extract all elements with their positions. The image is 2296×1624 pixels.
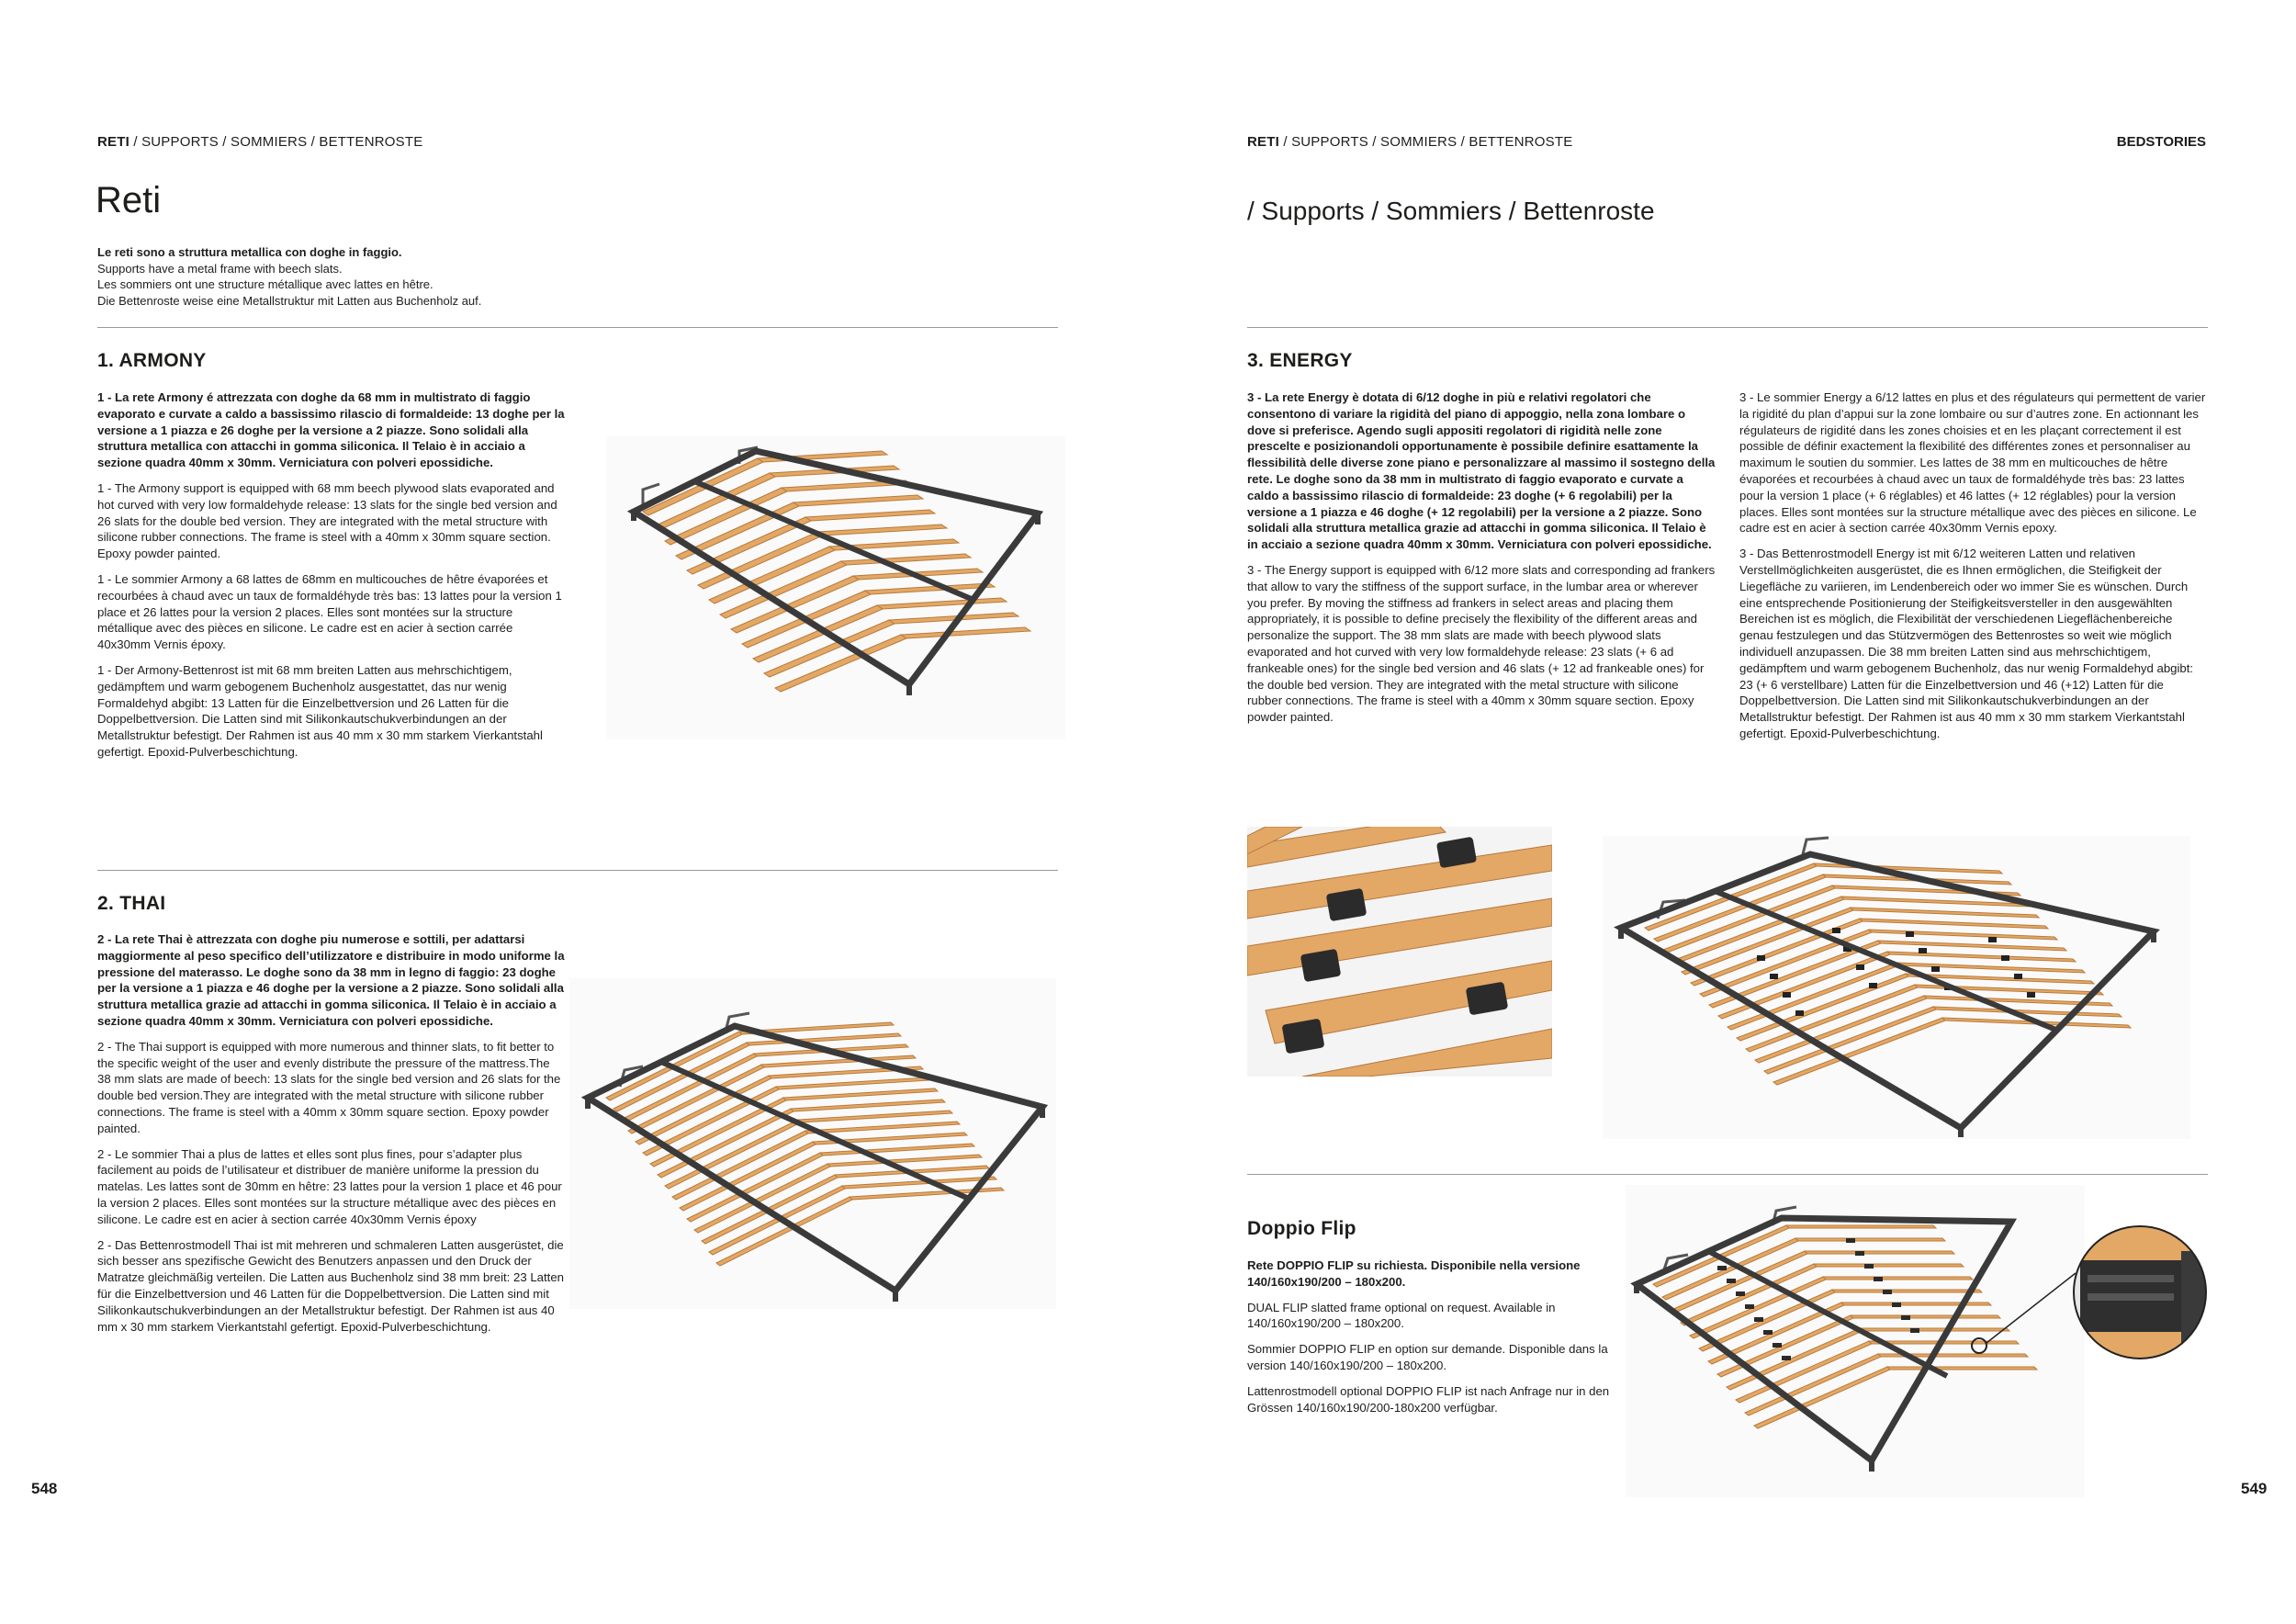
armony-description [97, 389, 566, 770]
thai-en: 2 - The Thai support is equipped with more numerous and thinner slats, to fit better to the specific weight of the user and evenly distribute the pressure of the mattress.The 38 mm slats are made of beech: 13 slats for the single bed version and 26 slats for the double bed version.They are integrated with the metal structure with silicone rubber connections. The frame is steel with a 40mm x 30mm square section. Epoxy powder painted. [97, 1039, 561, 1135]
energy-detail-image [1247, 827, 1552, 1077]
intro-text: Le reti sono a struttura metallica con doghe in faggio. Supports have a metal frame with beech slats. Les sommiers ont une structure métallique avec lattes en hêtre. Die Bettenroste weise eine Metallstruktur mit Latten aus Buchenholz auf. [97, 245, 482, 308]
armony-en: 1 - The Armony support is equipped with 68 mm beech plywood slats evaporated and hot curved with very low formaldehyde release: 13 slats for the single bed version and 26 slats for the double bed version. They are integrated with the metal structure with silicone rubber connections. The frame is steel with a 40mm x 30mm square section. Epoxy powder painted. [97, 480, 557, 561]
doppio-fr: Sommier DOPPIO FLIP en option sur demande. Disponible dans la version 140/160x190/200 – 180x200. [1247, 1342, 1608, 1372]
doppio-de: Lattenrostmodell optional DOPPIO FLIP ist nach Anfrage nur in den Grössen 140/160x190/200-180x200 verfügbar. [1247, 1383, 1610, 1415]
energy-fr: 3 - Le sommier Energy a 6/12 lattes en plus et des régulateurs qui permettent de varier la rigidité du plan d’appui sur la zone lombaire ou sur d’autres zone. En actionnant les régulateurs de rigidité dans les zones choisies et en les plaçant correctement il est possible de définir exactement la flexibilité des différentes zones et personnaliser au maximum le soutien du sommier. Les lattes de 38 mm en multicouches de hêtre évaporées et recourbées à chaud avec un taux de formaldéhyde très bas: 23 lattes pour la version 1 place (+ 6 réglables) et 46 lattes (+ 12 réglables) pour la version places. Elles sont montées sur la structure métallique avec des pièces en silicone. Le cadre est en acier à section carrée 40x30mm Vernis epoxy. [1739, 390, 2206, 536]
energy-de: 3 - Das Bettenrostmodell Energy ist mit 6/12 weiteren Latten und relativen Verstellmöglichkeiten ausgerüstet, die es Ihnen ermöglichen, die Steifigkeit der Liegefläche zu variieren, im Lendenbereich oder wo immer Sie es wünschen. Durch eine entsprechende Positionierung der Steifigkeitsversteller in den ausgewählten Bereichen ist es möglich, die Flexibilität der verschiedenen Liegeflächenbereiche genau festzulegen und das Stützvermögen des Bettenrostes so weit wie möglich individuell anzupassen. Die 38 mm breiten Latten sind aus mehrschichtigem, gedämpftem und warm gebogenem Buchenholz, das nur wenig Formaldehyd abgibt: 23 (+ 6 verstellbare) Latten für die Einzelbettversion und 46 (+12) Latten für die Doppelbettversion. Die Latten sind mit Silikonkautschukverbindungen an der Metallstruktur befestigt. Der Rahmen ist aus 40 mm x 30 mm starkem Vierkantstahl gefertigt. Epoxid-Pulverbeschichtung. [1739, 547, 2194, 740]
divider [1247, 327, 2208, 328]
brand-label: BEDSTORIES [2116, 134, 2206, 150]
page-number-right: 549 [2241, 1480, 2268, 1497]
page-title-right: / Supports / Sommiers / Bettenroste [1247, 197, 1655, 225]
energy-description-right [1739, 389, 2208, 751]
energy-it: 3 - La rete Energy è dotata di 6/12 doghe in più e relativi regolatori che consentono di variare la rigidità del piano di appoggio, nella zona lombare o dove si preferisce. Agendo sugli appositi regolatori di rigidità nelle zone prescelte e posizionandoli opportunamente è possibile definire esattamente la flessibilità delle diverse zone piano e personalizzare al massimo il sostegno della rete. Le doghe sono da 38 mm in multistrato di faggio evaporato e curvate a caldo a bassissimo rilascio di formaldeide: 23 doghe (+ 6 regolabili) per la versione a 1 piazza e 46 doghe (+ 12 regolabili) per la versione a 2 piazze. Sono solidali alla struttura metallica grazie ad attacchi in gomma siliconica. Il Telaio è in acciaio a sezione quadra 40mm x 30mm. Verniciatura con polveri epossidiche. [1247, 390, 1716, 552]
thai-description [97, 931, 566, 1344]
thai-image [569, 978, 1056, 1309]
thai-fr: 2 - Le sommier Thai a plus de lattes et elles sont plus fines, pour s’adapter plus facilement au poids de l’utilisateur et distribuer de manière uniforme la pression du matelas. Les lattes sont de 30mm en hêtre: 23 lattes pour la version 1 place et 46 pour la version 2 places. Elles sont montées sur la structure métallique avec des pièces en silicone. Le cadre est en acier à section carrée 40x30mm Vernis époxy [97, 1146, 562, 1226]
energy-image [1603, 836, 2190, 1139]
section-title-thai: 2. THAI [97, 893, 166, 914]
doppio-flip-zoom-detail [2071, 1224, 2209, 1361]
divider [97, 870, 1058, 871]
armony-fr: 1 - Le sommier Armony a 68 lattes de 68mm en multicouches de hêtre évaporées et recourbées à chaud avec un taux de formaldéhyde très bas: 13 lattes pour la version 1 place et 26 lattes pour la version 2 places. Elles sont montées sur la structure métallique avec des pièces en silicone. Le cadre est en acier à section carrée 40x30mm Vernis époxy. [97, 571, 562, 652]
doppio-it: Rete DOPPIO FLIP su richiesta. Disponibile nella versione 140/160x190/200 – 180x200. [1247, 1258, 1581, 1289]
armony-it: 1 - La rete Armony é attrezzata con doghe da 68 mm in multistrato di faggio evaporato e curvate a caldo a bassissimo rilascio di formaldeide: 13 doghe per la versione a 1 piazza e 26 doghe per la versione a 2 piazze. Sono solidali alla struttura metallica con attacchi in gomma siliconica. Il Telaio è in acciaio a sezione quadra 40mm x 30mm. Verniciatura con polveri epossidiche. [97, 390, 565, 470]
energy-description-left [1247, 389, 1716, 735]
section-title-energy: 3. ENERGY [1247, 350, 1353, 371]
breadcrumb-left: RETI / SUPPORTS / SOMMIERS / BETTENROSTE [97, 134, 423, 150]
doppio-flip-image [1626, 1185, 2085, 1497]
armony-de: 1 - Der Armony-Bettenrost ist mit 68 mm breiten Latten aus mehrschichtigem, gedämpftem und warm gebogenem Buchenholz ausgestattet, das nur wenig Formaldehyd abgibt: 13 Latten für die Einzelbettversion und 26 Latten für die Doppelbettversion. Die Latten sind mit Silikonkautschukverbindungen an der Metallstruktur befestigt. Der Rahmen ist aus 40 mm x 30 mm starkem Vierkantstahl gefertigt. Epoxid-Pulverbeschichtung. [97, 662, 543, 759]
breadcrumb-right: RETI / SUPPORTS / SOMMIERS / BETTENROSTE [1247, 134, 1573, 150]
page-number-left: 548 [31, 1480, 58, 1497]
doppio-en: DUAL FLIP slatted frame optional on request. Available in 140/160x190/200 – 180x200. [1247, 1300, 1556, 1331]
divider [97, 327, 1058, 328]
page-title-left: Reti [96, 180, 162, 220]
doppio-description [1247, 1257, 1615, 1425]
energy-en: 3 - The Energy support is equipped with 6/12 more slats and corresponding ad frankers that allow to vary the stiffness of the support surface, in the lumbar area or wherever you prefer. By moving the stiffness ad frankers in select areas and placing them appropriately, it is possible to define precisely the flexibility of the different areas and personalize the support. The 38 mm slats are made with beech plywood slats evaporated and hot curved with very low formaldehyde release: 23 slats (+ 6 ad frankeable ones) for the single bed version and 46 slats (+ 12 ad frankeable ones) for the double bed version. They are integrated with the metal structure with silicone rubber connections. The frame is steel with a 40mm x 30mm square section. Epoxy powder painted. [1247, 562, 1716, 725]
section-title-armony: 1. ARMONY [97, 350, 207, 371]
thai-it: 2 - La rete Thai è attrezzata con doghe piu numerose e sottili, per adattarsi maggiormente al peso specifico dell’utilizzatore e distribuire in modo uniforme la pressione del materasso. Le doghe sono da 38 mm in legno di faggio: 23 doghe per la versione a 1 piazza e 46 doghe per la versione a 2 piazze. Sono solidali alla struttura metallica grazie ad attacchi in gomma siliconica. Il Telaio è in acciaio a sezione quadra 40mm x 30mm. Verniciatura con polveri epossidiche. [97, 932, 565, 1028]
armony-image [606, 436, 1065, 739]
section-title-doppio-flip: Doppio Flip [1247, 1218, 1356, 1239]
thai-de: 2 - Das Bettenrostmodell Thai ist mit mehreren und schmaleren Latten ausgerüstet, die sich besser ans spezifische Gewicht des Benutzers anpassen und den Druck der Matratze gleichmäßig verteilen. Die Latten aus Buchenholz sind 38 mm breit: 23 Latten für die Einzelbettversion und 46 Latten für die Doppelbettversion. Die Latten sind mit Silikonkautschukverbindungen an der Metallstruktur befestigt. Der Rahmen ist aus 40 mm x 30 mm starkem Vierkantstahl gefertigt. Epoxid-Pulverbeschichtung. [97, 1237, 564, 1334]
divider [1247, 1174, 2208, 1175]
